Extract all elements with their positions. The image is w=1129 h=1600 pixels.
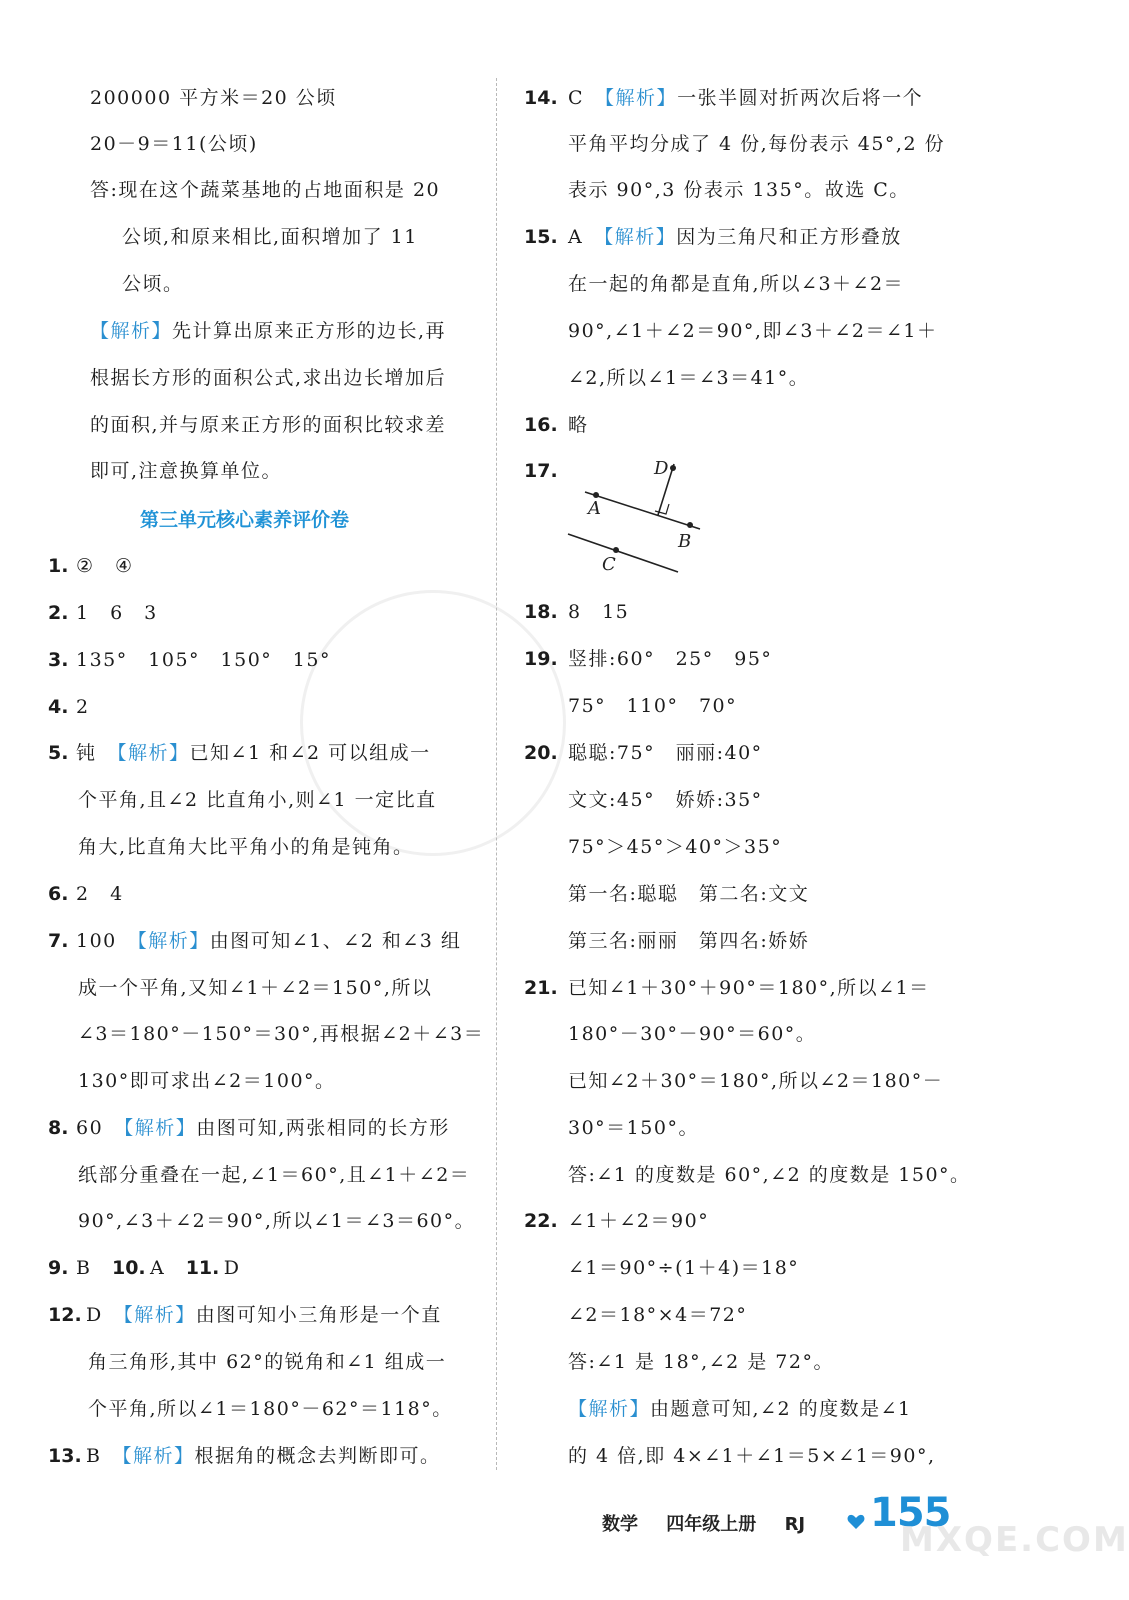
item-text: ∠1＋∠2＝90°	[568, 1210, 710, 1232]
text-line: 平角平均分成了 4 份,每份表示 45°,2 份	[568, 133, 946, 155]
text-line: 200000 平方米＝20 公顷	[90, 87, 337, 109]
item-text: 已知∠1 和∠2 可以组成一	[189, 742, 431, 764]
text-line: 75°＞45°＞40°＞35°	[568, 836, 783, 858]
label-c: C	[602, 554, 616, 575]
answer-item	[524, 412, 589, 438]
item-text: B	[76, 1257, 112, 1279]
analysis-tag: 【解析】	[604, 87, 678, 109]
line-c	[568, 534, 678, 572]
item-text: B	[86, 1445, 122, 1467]
item-number: 14.	[524, 87, 558, 109]
text-line: 90°,∠1＋∠2＝90°,即∠3＋∠2＝∠1＋	[568, 320, 938, 342]
item-text: 60	[76, 1117, 124, 1139]
text-line: 根据长方形的面积公式,求出边长增加后	[90, 367, 447, 389]
text-line: 30°＝150°。	[568, 1117, 699, 1139]
footer-grade: 四年级上册	[666, 1514, 757, 1535]
text-line: 的面积,并与原来正方形的面积比较求差	[90, 414, 447, 436]
answer-item	[524, 599, 629, 625]
item-text: ② ④	[76, 555, 134, 577]
text-line: 表示 90°,3 份表示 135°。故选 C。	[568, 179, 910, 201]
analysis-tag: 【解析】	[123, 1117, 197, 1139]
column-divider	[496, 78, 497, 1470]
text-line: 第一名:聪聪 第二名:文文	[568, 883, 810, 905]
text-line: 文文:45° 娇娇:35°	[568, 789, 763, 811]
text-line: 公顷。	[122, 273, 184, 295]
item-number: 10.	[111, 1257, 146, 1279]
line-ab	[585, 492, 700, 529]
label-d: D	[654, 458, 669, 479]
text-line: 75° 110° 70°	[568, 695, 738, 717]
item-text: A	[568, 226, 604, 248]
footer-subject: 数学	[602, 1514, 638, 1535]
analysis-tag: 【解析】	[90, 320, 173, 342]
text-line: 答:∠1 的度数是 60°,∠2 的度数是 150°。	[568, 1164, 971, 1186]
item-text: 略	[568, 414, 589, 436]
item-text: 2 4	[76, 883, 124, 905]
text: 先计算出原来正方形的边长,再	[172, 320, 447, 342]
answer-item	[48, 740, 431, 766]
item-text: 一张半圆对折两次后将一个	[677, 87, 924, 109]
item-number: 15.	[524, 226, 558, 248]
page-footer	[602, 1510, 827, 1536]
text-line: 180°－30°－90°＝60°。	[568, 1023, 817, 1045]
analysis-line	[568, 1396, 912, 1422]
item-number: 11.	[185, 1257, 220, 1279]
item-number: 18.	[524, 601, 558, 623]
item-text: 根据角的概念去判断即可。	[194, 1445, 441, 1467]
item-text: 已知∠1＋30°＋90°＝180°,所以∠1＝	[568, 977, 930, 999]
item-number: 5.	[48, 742, 69, 764]
answer-item	[524, 740, 763, 766]
analysis-tag: 【解析】	[568, 1398, 651, 1420]
text-line: 个平角,且∠2 比直角小,则∠1 一定比直	[78, 789, 437, 811]
text-line: 纸部分重叠在一起,∠1＝60°,且∠1＋∠2＝	[78, 1164, 471, 1186]
item-text: 1 6 3	[76, 602, 158, 624]
text-line: ∠2＝18°×4＝72°	[568, 1304, 748, 1326]
text-line: 个平角,所以∠1＝180°－62°＝118°。	[88, 1398, 453, 1420]
text-line: ∠2,所以∠1＝∠3＝41°。	[568, 367, 810, 389]
item-text: D	[86, 1304, 124, 1326]
item-number: 16.	[524, 414, 558, 436]
answer-item	[48, 553, 134, 579]
item-text: 8 15	[568, 601, 630, 623]
item-text: 竖排:60° 25° 95°	[568, 648, 773, 670]
item-text: 由图可知,两张相同的长方形	[196, 1117, 450, 1139]
item-number: 12.	[48, 1304, 82, 1326]
analysis-tag: 【解析】	[123, 1304, 196, 1326]
answer-item	[524, 1208, 709, 1234]
faded-stamp	[300, 590, 566, 856]
text-line: 即可,注意换算单位。	[90, 460, 283, 482]
answer-item	[48, 928, 461, 954]
item-number: 3.	[48, 649, 69, 671]
item-number: 4.	[48, 696, 69, 718]
item-text: 2	[76, 696, 90, 718]
answer-item	[48, 1443, 441, 1469]
item-number: 19.	[524, 648, 558, 670]
text-line: 20－9＝11(公顷)	[90, 133, 258, 155]
analysis-tag: 【解析】	[137, 930, 210, 952]
answer-item	[48, 1255, 240, 1281]
item-text: 135° 105° 150° 15°	[76, 649, 331, 671]
answer-item	[48, 1302, 442, 1328]
text-line: ∠1＝90°÷(1＋4)＝18°	[568, 1257, 800, 1279]
text-line: 的 4 倍,即 4×∠1＋∠1＝5×∠1＝90°,	[568, 1445, 936, 1467]
item-number: 1.	[48, 555, 69, 577]
answer-item	[48, 647, 331, 673]
item-text: 由题意可知,∠2 的度数是∠1	[650, 1398, 912, 1420]
text-line: 答:现在这个蔬菜基地的占地面积是 20	[90, 179, 441, 201]
section-title: 第三单元核心素养评价卷	[140, 509, 350, 531]
watermark: MXQE.COM	[900, 1520, 1129, 1560]
label-b: B	[678, 531, 692, 552]
item-text: 由图可知∠1、∠2 和∠3 组	[209, 930, 462, 952]
item-number: 9.	[48, 1257, 69, 1279]
item-number: 7.	[48, 930, 69, 952]
item-text: 100	[76, 930, 138, 952]
text-line: 已知∠2＋30°＝180°,所以∠2＝180°－	[568, 1070, 944, 1092]
answer-item	[524, 646, 772, 672]
analysis-line	[90, 318, 446, 344]
analysis-tag: 【解析】	[603, 226, 677, 248]
answer-item	[48, 1115, 450, 1141]
item-text: 由图可知小三角形是一个直	[195, 1304, 442, 1326]
text-line: 角大,比直角大比平角小的角是钝角。	[78, 836, 414, 858]
text-line: 角三角形,其中 62°的锐角和∠1 组成一	[88, 1351, 447, 1373]
item-text: 钝	[76, 742, 118, 764]
item-number: 8.	[48, 1117, 69, 1139]
analysis-tag: 【解析】	[121, 1445, 195, 1467]
point-d	[670, 465, 676, 471]
item-text: 聪聪:75° 丽丽:40°	[568, 742, 763, 764]
text-line: 第三名:丽丽 第四名:娇娇	[568, 930, 810, 952]
item-number: 2.	[48, 602, 69, 624]
point-c	[613, 547, 619, 553]
answer-item	[48, 600, 158, 626]
text-line: 公顷,和原来相比,面积增加了 11	[122, 226, 418, 248]
point-b	[687, 522, 693, 528]
heart-icon	[846, 1512, 866, 1532]
text-line: 成一个平角,又知∠1＋∠2＝150°,所以	[78, 977, 433, 999]
page-number: 155	[870, 1490, 951, 1536]
analysis-tag: 【解析】	[117, 742, 190, 764]
text-line: 在一起的角都是直角,所以∠3＋∠2＝	[568, 273, 905, 295]
footer-edition: RJ	[784, 1514, 806, 1535]
item-text: D	[223, 1257, 241, 1279]
text-line: 90°,∠3＋∠2＝90°,所以∠1＝∠3＝60°。	[78, 1210, 476, 1232]
answer-item	[524, 85, 923, 111]
answer-item	[524, 224, 902, 250]
perpendicular-figure	[560, 452, 710, 582]
item-text: A	[149, 1257, 186, 1279]
item-number: 21.	[524, 977, 558, 999]
item-text: C	[568, 87, 605, 109]
item-number: 6.	[48, 883, 69, 905]
item-number: 17.	[524, 460, 558, 482]
right-angle-mark	[655, 504, 669, 514]
answer-item	[48, 694, 90, 720]
label-a: A	[588, 498, 601, 519]
item-number: 22.	[524, 1210, 558, 1232]
item-text: 因为三角尺和正方形叠放	[676, 226, 902, 248]
text-line: 答:∠1 是 18°,∠2 是 72°。	[568, 1351, 834, 1373]
answer-item	[524, 975, 930, 1001]
text-line: ∠3＝180°－150°＝30°,再根据∠2＋∠3＝	[78, 1023, 485, 1045]
item-number: 13.	[48, 1445, 82, 1467]
item-number: 20.	[524, 742, 558, 764]
answer-item	[48, 881, 124, 907]
text-line: 130°即可求出∠2＝100°。	[78, 1070, 336, 1092]
